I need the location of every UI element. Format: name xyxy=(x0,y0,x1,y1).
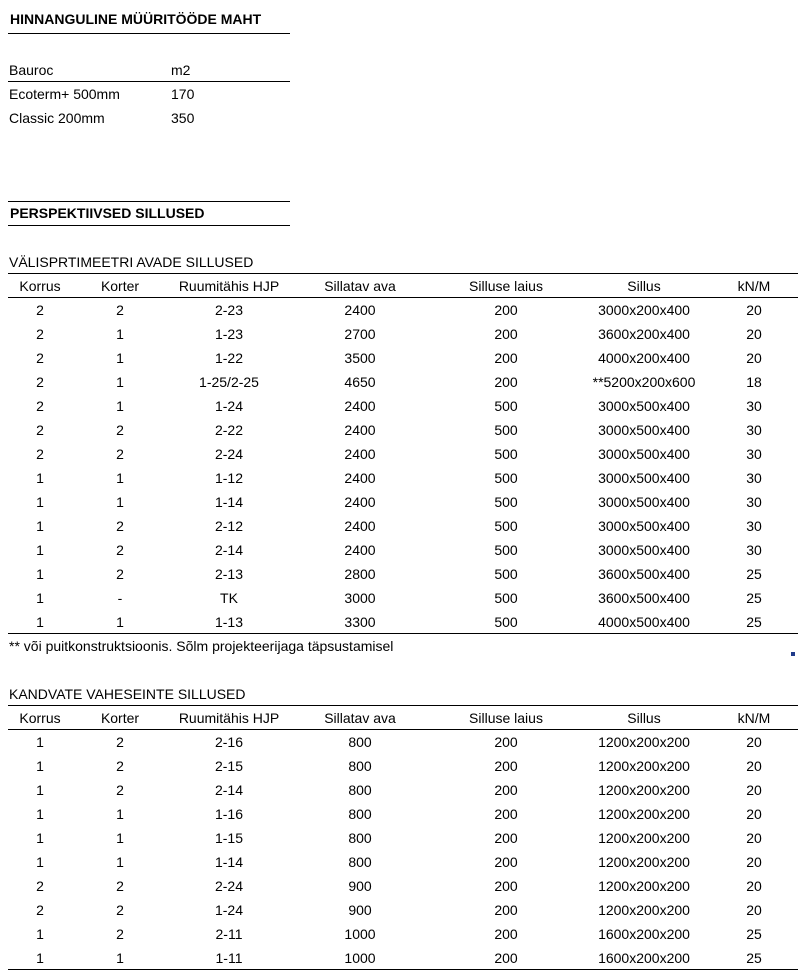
cell-sillus: 4000x200x400 xyxy=(598,350,690,366)
cell-korrus: 2 xyxy=(36,374,44,390)
cell-sillatav-ava: 2400 xyxy=(344,518,376,534)
cell-korrus: 2 xyxy=(36,326,44,342)
cell-korrus: 1 xyxy=(36,614,44,630)
cell-ruumitahis: 1-15 xyxy=(214,830,244,846)
column-header-silluse-laius: Silluse laius xyxy=(469,278,543,294)
cell-ruumitahis: 2-13 xyxy=(214,566,244,582)
cell-ruumitahis: 2-24 xyxy=(214,446,244,462)
cell-kn-m: 30 xyxy=(746,446,762,462)
cell-silluse-laius: 200 xyxy=(494,902,518,918)
cell-sillatav-ava: 900 xyxy=(348,902,372,918)
cell-kn-m: 20 xyxy=(746,734,762,750)
cell-kn-m: 25 xyxy=(746,566,762,582)
cell-kn-m: 30 xyxy=(746,422,762,438)
cell-korter: 1 xyxy=(116,806,124,822)
cell-silluse-laius: 200 xyxy=(494,830,518,846)
cell-kn-m: 20 xyxy=(746,902,762,918)
cell-sillus: 1200x200x200 xyxy=(598,806,690,822)
cell-sillus: 3600x200x400 xyxy=(598,326,690,342)
cell-korter: 2 xyxy=(116,542,124,558)
column-header-silluse-laius: Silluse laius xyxy=(469,710,543,726)
cell-silluse-laius: 200 xyxy=(494,374,518,390)
cell-sillus: 3600x500x400 xyxy=(598,566,690,582)
table1-footnote: ** või puitkonstruktsioonis. Sõlm projekteerijaga täpsustamisel xyxy=(9,638,394,654)
cell-korter: 2 xyxy=(116,422,124,438)
column-header-korter: Korter xyxy=(100,278,140,294)
cell-silluse-laius: 200 xyxy=(494,950,518,966)
m2-header: m2 xyxy=(171,62,191,78)
column-header-sillus: Sillus xyxy=(627,710,661,726)
cell-kn-m: 30 xyxy=(746,398,762,414)
cell-sillatav-ava: 2800 xyxy=(344,566,376,582)
cell-kn-m: 30 xyxy=(746,542,762,558)
cell-korter: 1 xyxy=(116,614,124,630)
cell-ruumitahis: 1-16 xyxy=(214,806,244,822)
column-header-kn-m: kN/M xyxy=(737,710,771,726)
cell-korrus: 1 xyxy=(36,830,44,846)
cell-sillus: 3000x500x400 xyxy=(598,470,690,486)
cell-korter: 2 xyxy=(116,302,124,318)
cell-sillatav-ava: 2400 xyxy=(344,302,376,318)
cell-korrus: 1 xyxy=(36,758,44,774)
material-name: Ecoterm+ 500mm xyxy=(9,86,120,102)
cell-silluse-laius: 500 xyxy=(494,566,518,582)
cell-korrus: 1 xyxy=(36,950,44,966)
cell-sillatav-ava: 800 xyxy=(348,782,372,798)
cell-kn-m: 20 xyxy=(746,326,762,342)
cell-korter: 1 xyxy=(116,494,124,510)
cell-sillatav-ava: 4650 xyxy=(344,374,376,390)
cell-sillatav-ava: 800 xyxy=(348,806,372,822)
cell-korter: 2 xyxy=(116,758,124,774)
cell-korrus: 2 xyxy=(36,446,44,462)
cell-ruumitahis: 1-25/2-25 xyxy=(199,374,259,390)
divider xyxy=(8,33,290,34)
cell-ruumitahis: 1-24 xyxy=(214,398,244,414)
cell-sillus: 3000x500x400 xyxy=(598,518,690,534)
cell-silluse-laius: 200 xyxy=(494,350,518,366)
cell-silluse-laius: 500 xyxy=(494,398,518,414)
cell-sillatav-ava: 2400 xyxy=(344,446,376,462)
section-title-lintels: PERSPEKTIIVSED SILLUSED xyxy=(10,205,205,221)
cell-korrus: 1 xyxy=(36,518,44,534)
cell-korter: 1 xyxy=(116,374,124,390)
cell-korter: 2 xyxy=(116,566,124,582)
cell-kn-m: 20 xyxy=(746,878,762,894)
cell-ruumitahis: 2-16 xyxy=(214,734,244,750)
column-header-korrus: Korrus xyxy=(19,278,61,294)
cell-kn-m: 20 xyxy=(746,758,762,774)
cell-ruumitahis: 1-11 xyxy=(215,950,243,966)
table1-caption: VÄLISPRTIMEETRI AVADE SILLUSED xyxy=(9,254,254,270)
cell-silluse-laius: 500 xyxy=(494,518,518,534)
cell-sillatav-ava: 3300 xyxy=(344,614,376,630)
cell-sillus: 1600x200x200 xyxy=(598,950,690,966)
divider xyxy=(8,225,290,226)
cell-sillatav-ava: 1000 xyxy=(344,950,376,966)
cell-sillus: 1200x200x200 xyxy=(598,902,690,918)
cell-korter: 2 xyxy=(116,518,124,534)
cell-ruumitahis: 2-15 xyxy=(214,758,244,774)
cell-korrus: 2 xyxy=(36,422,44,438)
cell-kn-m: 20 xyxy=(746,302,762,318)
table2-caption: KANDVATE VAHESEINTE SILLUSED xyxy=(9,686,246,702)
cell-kn-m: 30 xyxy=(746,494,762,510)
cell-kn-m: 20 xyxy=(746,854,762,870)
cell-kn-m: 30 xyxy=(746,470,762,486)
cell-sillus: 1200x200x200 xyxy=(598,758,690,774)
cell-silluse-laius: 200 xyxy=(494,302,518,318)
cell-sillus: 3000x500x400 xyxy=(598,542,690,558)
cell-kn-m: 25 xyxy=(746,926,762,942)
cell-kn-m: 20 xyxy=(746,806,762,822)
cell-silluse-laius: 500 xyxy=(494,590,518,606)
cell-korter: 1 xyxy=(116,326,124,342)
cell-sillatav-ava: 2700 xyxy=(344,326,376,342)
cell-kn-m: 20 xyxy=(746,830,762,846)
cell-sillatav-ava: 1000 xyxy=(344,926,376,942)
cell-sillus: 1200x200x200 xyxy=(598,734,690,750)
cell-ruumitahis: 1-24 xyxy=(214,902,244,918)
cell-silluse-laius: 500 xyxy=(494,422,518,438)
cell-korter: 2 xyxy=(116,446,124,462)
column-header-ruumitahis: Ruumitähis HJP xyxy=(178,710,280,726)
cell-sillus: **5200x200x600 xyxy=(592,374,696,390)
cell-sillatav-ava: 2400 xyxy=(344,422,376,438)
cell-korter: 2 xyxy=(116,734,124,750)
cell-sillus: 3000x200x400 xyxy=(598,302,690,318)
cell-ruumitahis: 2-24 xyxy=(214,878,244,894)
column-header-kn-m: kN/M xyxy=(737,278,771,294)
cell-korrus: 1 xyxy=(36,782,44,798)
column-header-sillatav-ava: Sillatav ava xyxy=(324,710,396,726)
cell-kn-m: 25 xyxy=(746,950,762,966)
cell-sillatav-ava: 2400 xyxy=(344,494,376,510)
cell-sillus: 1200x200x200 xyxy=(598,878,690,894)
cell-ruumitahis: 2-14 xyxy=(214,782,244,798)
column-header-ruumitahis: Ruumitähis HJP xyxy=(178,278,280,294)
cell-korrus: 1 xyxy=(36,926,44,942)
cell-korrus: 1 xyxy=(36,590,44,606)
cell-kn-m: 25 xyxy=(746,614,762,630)
cell-sillatav-ava: 3500 xyxy=(344,350,376,366)
cell-korter: 1 xyxy=(116,398,124,414)
cell-sillus: 3000x500x400 xyxy=(598,422,690,438)
cell-ruumitahis: 1-23 xyxy=(214,326,244,342)
column-header-sillus: Sillus xyxy=(627,278,661,294)
cell-resize-handle xyxy=(791,652,795,656)
cell-sillus: 4000x500x400 xyxy=(598,614,690,630)
cell-silluse-laius: 500 xyxy=(494,470,518,486)
cell-sillatav-ava: 800 xyxy=(348,734,372,750)
cell-korrus: 1 xyxy=(36,734,44,750)
cell-korrus: 1 xyxy=(36,494,44,510)
cell-ruumitahis: 1-14 xyxy=(214,854,244,870)
cell-ruumitahis: 2-14 xyxy=(214,542,244,558)
cell-ruumitahis: 1-22 xyxy=(214,350,244,366)
column-header-korrus: Korrus xyxy=(19,710,61,726)
cell-silluse-laius: 500 xyxy=(494,614,518,630)
cell-silluse-laius: 200 xyxy=(494,926,518,942)
cell-korter: 1 xyxy=(116,470,124,486)
cell-sillatav-ava: 800 xyxy=(348,758,372,774)
cell-korrus: 2 xyxy=(36,398,44,414)
cell-korrus: 1 xyxy=(36,566,44,582)
cell-sillus: 3000x500x400 xyxy=(598,398,690,414)
cell-ruumitahis: 2-11 xyxy=(215,926,243,942)
cell-ruumitahis: 2-23 xyxy=(214,302,244,318)
bauroc-header: Bauroc xyxy=(9,62,54,78)
cell-silluse-laius: 500 xyxy=(494,446,518,462)
cell-korter: 2 xyxy=(116,878,124,894)
material-value: 350 xyxy=(171,110,195,126)
cell-sillus: 1200x200x200 xyxy=(598,854,690,870)
cell-korrus: 1 xyxy=(36,806,44,822)
cell-ruumitahis: 2-12 xyxy=(214,518,244,534)
cell-silluse-laius: 500 xyxy=(494,542,518,558)
cell-sillus: 1600x200x200 xyxy=(598,926,690,942)
cell-silluse-laius: 200 xyxy=(494,758,518,774)
cell-korter: 2 xyxy=(116,926,124,942)
column-header-korter: Korter xyxy=(100,710,140,726)
cell-kn-m: 20 xyxy=(746,350,762,366)
cell-sillus: 3000x500x400 xyxy=(598,494,690,510)
cell-sillus: 3600x500x400 xyxy=(598,590,690,606)
cell-ruumitahis: 1-12 xyxy=(214,470,244,486)
cell-silluse-laius: 200 xyxy=(494,326,518,342)
cell-silluse-laius: 200 xyxy=(494,734,518,750)
cell-korter: 1 xyxy=(116,830,124,846)
cell-ruumitahis: 1-13 xyxy=(214,614,244,630)
cell-sillatav-ava: 2400 xyxy=(344,470,376,486)
table2-bottom-rule xyxy=(8,969,798,970)
cell-sillus: 1200x200x200 xyxy=(598,782,690,798)
cell-ruumitahis: 1-14 xyxy=(214,494,244,510)
cell-korrus: 1 xyxy=(36,854,44,870)
cell-korrus: 1 xyxy=(36,470,44,486)
cell-silluse-laius: 500 xyxy=(494,494,518,510)
cell-silluse-laius: 200 xyxy=(494,806,518,822)
cell-korrus: 2 xyxy=(36,902,44,918)
cell-korter: - xyxy=(117,590,123,606)
cell-kn-m: 18 xyxy=(746,374,762,390)
cell-silluse-laius: 200 xyxy=(494,854,518,870)
cell-korrus: 2 xyxy=(36,350,44,366)
cell-sillatav-ava: 800 xyxy=(348,854,372,870)
section-title-masonry: HINNANGULINE MÜÜRITÖÖDE MAHT xyxy=(10,11,262,27)
cell-sillatav-ava: 2400 xyxy=(344,542,376,558)
material-name: Classic 200mm xyxy=(9,110,105,126)
cell-ruumitahis: 2-22 xyxy=(214,422,244,438)
cell-silluse-laius: 200 xyxy=(494,878,518,894)
cell-ruumitahis: TK xyxy=(220,590,238,606)
cell-korrus: 2 xyxy=(36,878,44,894)
cell-sillus: 1200x200x200 xyxy=(598,830,690,846)
cell-korter: 1 xyxy=(116,950,124,966)
material-value: 170 xyxy=(171,86,195,102)
cell-korrus: 2 xyxy=(36,302,44,318)
cell-sillatav-ava: 2400 xyxy=(344,398,376,414)
cell-kn-m: 25 xyxy=(746,590,762,606)
cell-korter: 2 xyxy=(116,782,124,798)
cell-korter: 1 xyxy=(116,854,124,870)
column-header-sillatav-ava: Sillatav ava xyxy=(324,278,396,294)
cell-silluse-laius: 200 xyxy=(494,782,518,798)
cell-sillatav-ava: 900 xyxy=(348,878,372,894)
cell-kn-m: 20 xyxy=(746,782,762,798)
cell-korrus: 1 xyxy=(36,542,44,558)
cell-sillatav-ava: 800 xyxy=(348,830,372,846)
cell-korter: 1 xyxy=(116,350,124,366)
cell-sillus: 3000x500x400 xyxy=(598,446,690,462)
cell-kn-m: 30 xyxy=(746,518,762,534)
divider xyxy=(8,201,290,202)
cell-korter: 2 xyxy=(116,902,124,918)
cell-sillatav-ava: 3000 xyxy=(344,590,376,606)
